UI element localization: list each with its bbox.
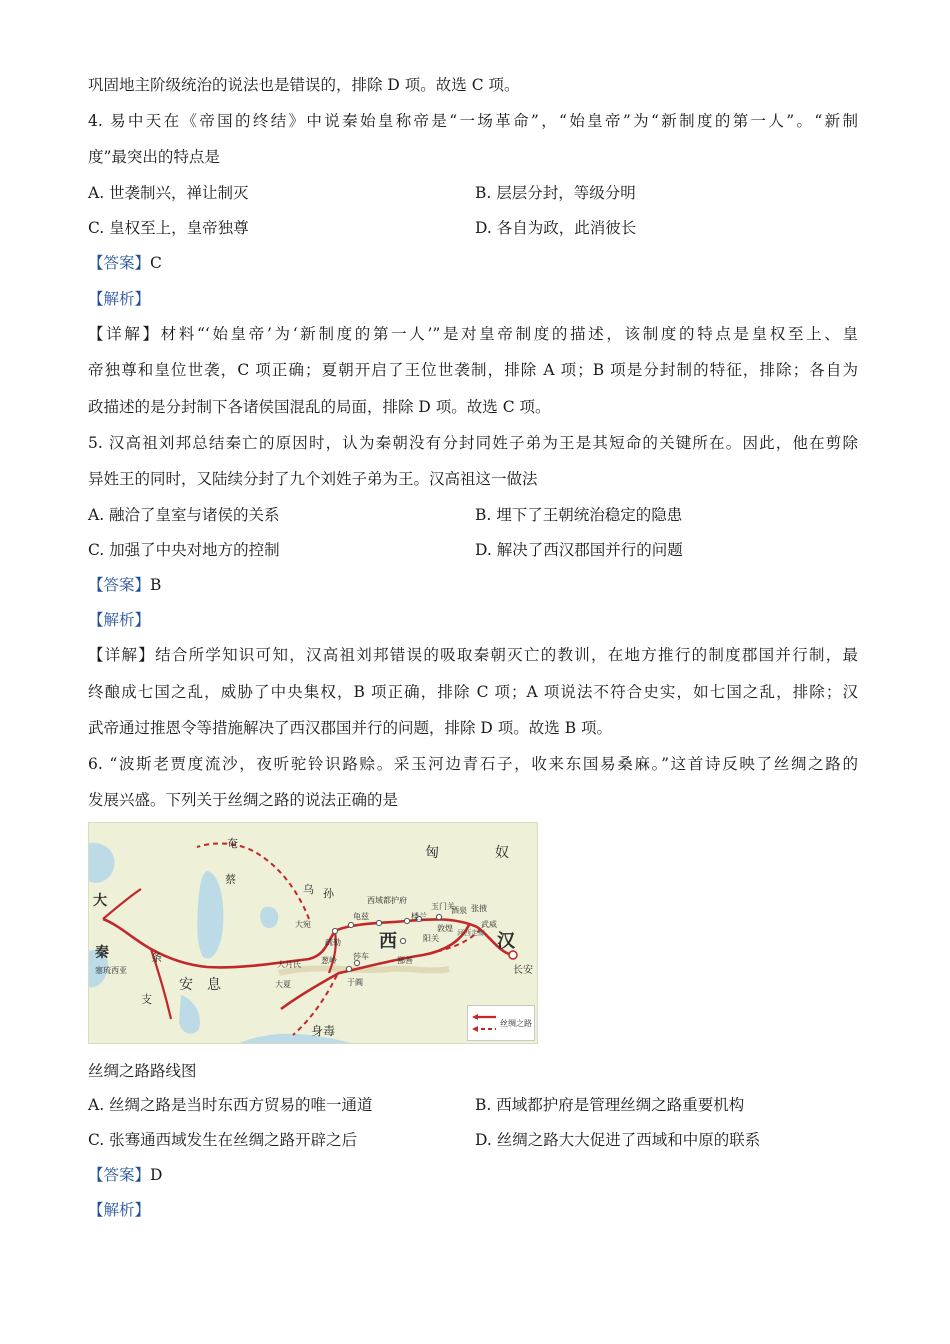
q4-option-b: B. 层层分封，等级分明: [475, 184, 636, 202]
town-marker: [436, 914, 441, 919]
label-xiongnu-1: 匈: [425, 845, 439, 861]
detail-text: 结合所学知识可知，汉高祖刘邦错误的吸取秦朝灭亡的教训，在地方推行的制度郡国并行制，最: [155, 646, 858, 664]
q4-option-c: C. 皇权至上，皇帝独尊: [88, 219, 249, 237]
town-marker: [354, 960, 359, 965]
q5-option-d: D. 解决了西汉郡国并行的问题: [475, 541, 683, 559]
label-han: 汉: [497, 931, 515, 952]
question-4-stem-cont: 度”最突出的特点是: [88, 148, 220, 166]
label-changan: 长安: [513, 965, 533, 976]
label-daxia: 大夏: [275, 980, 291, 989]
label-anxi-2: 息: [207, 977, 221, 993]
label-xiyu-duhufu: 西域都护府: [367, 896, 407, 905]
question-4-stem: 4. 易中天在《帝国的终结》中说秦始皇称帝是“一场革命”，“始皇帝”为“新制度的第一人”。“新制: [88, 112, 858, 130]
question-5-stem-cont: 异姓王的同时，又陆续分封了九个刘姓子弟为王。汉高祖这一做法: [88, 470, 538, 488]
q4-option-d: D. 各自为政，此消彼长: [475, 219, 637, 237]
q4-detail-end: 政描述的是分封制下各诸侯国混乱的局面，排除 D 项。故选 C 项。: [88, 398, 551, 416]
label-anxi-1: 安: [179, 977, 193, 993]
label-saiqi: 塞琉西亚: [95, 966, 127, 975]
q5-option-a: A. 融洽了皇室与诸侯的关系: [88, 506, 280, 524]
label-wuwei: 武威: [481, 920, 497, 929]
q5-answer: [88, 574, 161, 596]
label-hexi: 河西走廊: [457, 929, 485, 937]
q5-option-c: C. 加强了中央对地方的控制: [88, 541, 280, 559]
q4-answer: [88, 252, 162, 274]
q6-option-a: A. 丝绸之路是当时东西方贸易的唯一通道: [88, 1096, 373, 1114]
question-6-stem-cont: 发展兴盛。下列关于丝绸之路的说法正确的是: [88, 791, 399, 809]
legend-arrow-icon: [472, 1026, 478, 1032]
label-yutian: 于阗: [347, 978, 363, 987]
q6-answer: [88, 1164, 162, 1186]
town-marker: [348, 922, 353, 927]
label-yan: 奄: [227, 837, 238, 850]
mountain-range: [279, 968, 449, 973]
question-5-stem: 5. 汉高祖刘邦总结秦亡的原因时，认为秦朝没有分封同姓子弟为王是其短命的关键所在。因此，他在剪除: [88, 434, 858, 452]
label-congling: 葱岭: [321, 956, 337, 965]
label-wusun-2: 孙: [323, 887, 334, 900]
label-shanshan: 鄯善: [397, 956, 413, 965]
aral-sea: [260, 907, 278, 928]
label-wusun-1: 乌: [303, 883, 314, 896]
text-line: 巩固地主阶级统治的说法也是错误的，排除 D 项。故选 C 项。: [88, 76, 520, 94]
detail-tag: 【详解】: [88, 646, 156, 664]
legend-graphic: [468, 1006, 534, 1040]
q6-option-b: B. 西域都护府是管理丝绸之路重要机构: [475, 1096, 745, 1114]
detail-tag: 【详解】: [88, 325, 161, 343]
q6-analysis-tag: 【解析】: [88, 1201, 151, 1219]
answer-tag: 【答案】: [88, 254, 151, 272]
caspian-sea: [197, 871, 223, 959]
label-guizi: 龟兹: [353, 912, 369, 921]
label-jiuquan: 酒泉: [451, 906, 467, 915]
label-daqin-1: 大: [93, 893, 107, 909]
q4-detail: [88, 323, 858, 345]
answer-tag: 【答案】: [88, 576, 151, 594]
q5-option-b: B. 埋下了王朝统治稳定的隐患: [475, 506, 683, 524]
q5-detail: [88, 644, 858, 666]
label-xiongnu-2: 奴: [495, 845, 509, 861]
label-zhangye: 张掖: [471, 904, 487, 913]
q4-option-a: A. 世袭制兴，禅让制灭: [88, 184, 249, 202]
question-6-stem: 6. “波斯老贾度流沙，夜听驼铃识路赊。采玉河边青石子，收来东国易桑麻。”这首诗反映了丝绸之路的: [88, 755, 858, 773]
q5-detail-end: 武帝通过推恩令等措施解决了西汉郡国并行的问题，排除 D 项。故选 B 项。: [88, 719, 613, 737]
label-yangguan: 阳关: [423, 934, 439, 943]
persian-gulf: [179, 995, 200, 1034]
legend-arrow-icon: [472, 1014, 478, 1020]
q6-option-c: C. 张骞通西域发生在丝绸之路开辟之后: [88, 1131, 358, 1149]
label-tiaozhi-2: 支: [141, 993, 152, 1006]
label-tiaozhi-1: 条: [151, 951, 162, 964]
label-shache: 莎车: [353, 952, 369, 961]
town-marker: [346, 966, 351, 971]
label-dunhuang: 敦煌: [437, 924, 453, 933]
label-daqin-2: 秦: [95, 945, 109, 961]
label-shendu: 身毒: [311, 1024, 336, 1038]
town-marker: [404, 918, 409, 923]
q5-analysis-tag: 【解析】: [88, 611, 151, 629]
q4-detail-cont: 帝独尊和皇位世袭，C 项正确；夏朝开启了王位世袭制，排除 A 项；B 项是分封制的特征，排除；各自为: [88, 361, 858, 379]
label-yumenguan: 玉门关: [431, 902, 455, 911]
town-marker: [332, 928, 337, 933]
silk-road-map: [88, 822, 538, 1044]
label-cai: 蔡: [225, 873, 236, 886]
detail-text: 材料“‘始皇帝’为‘新制度的第一人’”是对皇帝制度的描述，该制度的特点是皇权至上、皇: [160, 325, 858, 343]
label-xiyu: 西: [379, 931, 397, 952]
answer-value: B: [150, 576, 162, 594]
label-dawan: 大宛: [295, 920, 311, 929]
label-shule: 疏勒: [325, 938, 341, 947]
q5-detail-cont: 终酿成七国之乱，威胁了中央集权，B 项正确，排除 C 项；A 项说法不符合史实，如七国之乱，排除；汉: [88, 683, 858, 701]
town-marker: [509, 951, 517, 959]
legend-label: 丝绸之路: [500, 1019, 532, 1028]
map-legend: [467, 1005, 535, 1041]
town-marker: [376, 920, 381, 925]
answer-value: D: [150, 1166, 163, 1184]
q6-option-d: D. 丝绸之路大大促进了西域和中原的联系: [475, 1131, 761, 1149]
label-dayuezhi: 大月氏: [277, 960, 301, 969]
black-sea: [89, 843, 114, 883]
route-to-daqin: [103, 889, 141, 919]
answer-value: C: [150, 254, 162, 272]
town-marker: [400, 938, 405, 943]
answer-tag: 【答案】: [88, 1166, 151, 1184]
label-loulan: 楼兰: [411, 912, 427, 921]
q4-analysis-tag: 【解析】: [88, 290, 151, 308]
map-caption: 丝绸之路路线图: [88, 1062, 197, 1080]
